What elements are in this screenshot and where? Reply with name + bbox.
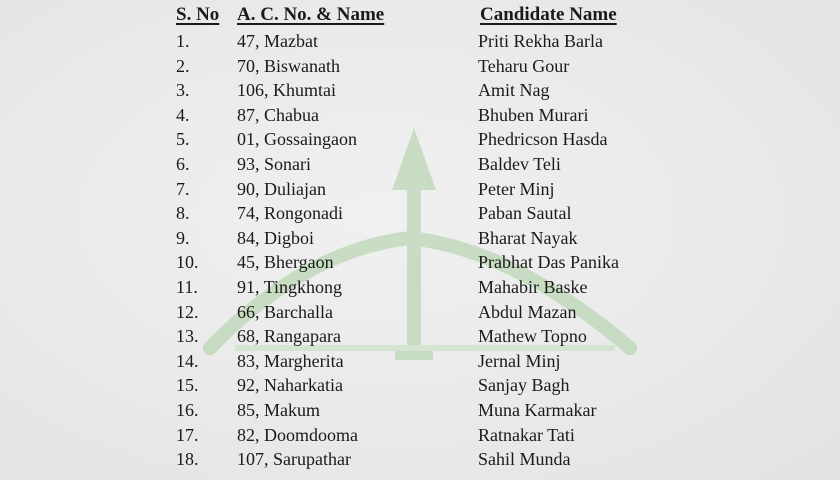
row-serial-number: 10. <box>176 252 199 273</box>
table-row <box>0 103 840 128</box>
row-constituency: 92, Naharkatia <box>237 375 343 396</box>
table-row <box>0 177 840 202</box>
row-candidate-name: Peter Minj <box>478 178 555 199</box>
row-candidate-name: Sahil Munda <box>478 449 571 470</box>
table-row <box>0 373 840 398</box>
row-candidate-name: Abdul Mazan <box>478 301 577 322</box>
candidate-list <box>0 29 840 472</box>
table-row <box>0 54 840 79</box>
table-row <box>0 423 840 448</box>
row-constituency: 01, Gossaingaon <box>237 129 357 150</box>
table-row <box>0 398 840 423</box>
row-serial-number: 16. <box>176 399 199 420</box>
row-constituency: 70, Biswanath <box>237 55 340 76</box>
row-serial-number: 5. <box>176 129 190 150</box>
header-candidate-name: Candidate Name <box>480 4 617 25</box>
table-row <box>0 250 840 275</box>
row-serial-number: 12. <box>176 301 199 322</box>
table-header <box>0 4 840 30</box>
row-constituency: 85, Makum <box>237 399 320 420</box>
row-serial-number: 11. <box>176 276 198 297</box>
row-candidate-name: Muna Karmakar <box>478 399 597 420</box>
table-row <box>0 78 840 103</box>
table-row <box>0 300 840 325</box>
row-constituency: 93, Sonari <box>237 153 311 174</box>
row-serial-number: 17. <box>176 424 199 445</box>
row-serial-number: 9. <box>176 227 190 248</box>
table-row <box>0 152 840 177</box>
row-candidate-name: Mahabir Baske <box>478 276 588 297</box>
row-candidate-name: Bhuben Murari <box>478 104 589 125</box>
row-constituency: 91, Tingkhong <box>237 276 343 297</box>
table-row <box>0 275 840 300</box>
row-constituency: 74, Rongonadi <box>237 203 343 224</box>
row-serial-number: 6. <box>176 153 190 174</box>
table-row <box>0 447 840 472</box>
header-serial-number: S. No <box>176 4 220 25</box>
row-candidate-name: Jernal Minj <box>478 350 561 371</box>
row-constituency: 106, Khumtai <box>237 80 336 101</box>
row-candidate-name: Paban Sautal <box>478 203 572 224</box>
table-row <box>0 349 840 374</box>
row-serial-number: 2. <box>176 55 190 76</box>
row-serial-number: 13. <box>176 326 199 347</box>
row-candidate-name: Amit Nag <box>478 80 550 101</box>
row-constituency: 107, Sarupathar <box>237 449 351 470</box>
row-serial-number: 15. <box>176 375 199 396</box>
table-row <box>0 29 840 54</box>
row-candidate-name: Phedricson Hasda <box>478 129 608 150</box>
row-serial-number: 7. <box>176 178 190 199</box>
table-row <box>0 324 840 349</box>
row-serial-number: 3. <box>176 80 190 101</box>
row-candidate-name: Baldev Teli <box>478 153 561 174</box>
row-serial-number: 4. <box>176 104 190 125</box>
row-serial-number: 8. <box>176 203 190 224</box>
row-candidate-name: Prabhat Das Panika <box>478 252 619 273</box>
table-row <box>0 127 840 152</box>
row-candidate-name: Bharat Nayak <box>478 227 578 248</box>
row-constituency: 66, Barchalla <box>237 301 333 322</box>
row-candidate-name: Sanjay Bagh <box>478 375 570 396</box>
row-constituency: 87, Chabua <box>237 104 319 125</box>
row-constituency: 47, Mazbat <box>237 31 318 51</box>
row-constituency: 68, Rangapara <box>237 326 341 347</box>
row-constituency: 45, Bhergaon <box>237 252 334 273</box>
row-constituency: 84, Digboi <box>237 227 315 248</box>
row-serial-number: 1. <box>176 31 190 51</box>
row-constituency: 83, Margherita <box>237 350 344 371</box>
header-constituency: A. C. No. & Name <box>237 4 385 25</box>
row-serial-number: 18. <box>176 449 199 470</box>
row-candidate-name: Ratnakar Tati <box>478 424 575 445</box>
row-constituency: 82, Doomdooma <box>237 424 358 445</box>
row-serial-number: 14. <box>176 350 199 371</box>
table-row <box>0 226 840 251</box>
row-candidate-name: Mathew Topno <box>478 326 587 347</box>
row-constituency: 90, Duliajan <box>237 178 326 199</box>
row-candidate-name: Priti Rekha Barla <box>478 31 603 51</box>
table-row <box>0 201 840 226</box>
row-candidate-name: Teharu Gour <box>478 55 570 76</box>
